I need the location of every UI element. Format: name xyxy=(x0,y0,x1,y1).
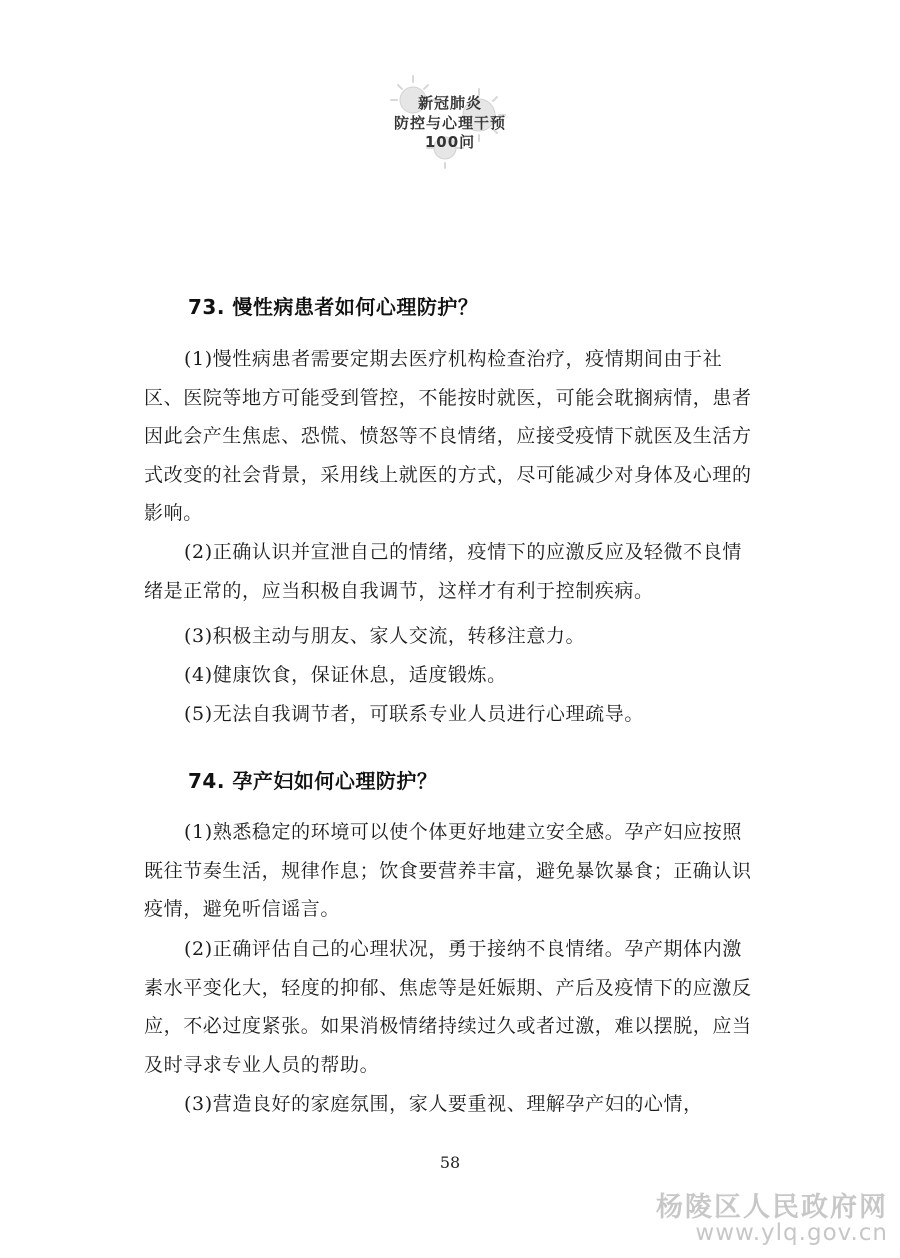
book-header-logo xyxy=(375,70,525,170)
paragraph: (3)积极主动与朋友、家人交流，转移注意力。 xyxy=(184,625,586,647)
logo-line-2: 防控与心理干预 xyxy=(393,114,506,132)
logo-line-3: 100问 xyxy=(424,133,476,151)
paragraph: (5)无法自我调节者，可联系专业人员进行心理疏导。 xyxy=(184,703,644,725)
logo-line-1: 新冠肺炎 xyxy=(417,94,482,112)
watermark-site-name: 杨陵区人民政府网 xyxy=(656,1192,888,1223)
page-number: 58 xyxy=(439,1153,461,1172)
paragraph: (1)熟悉稳定的环境可以使个体更好地建立安全感。孕产妇应按照既往节奏生活，规律作息；饮食要营养丰富，避免暴饮暴食；正确认识疫情，避免听信谣言。 xyxy=(144,821,752,920)
section-title-74: 74. 孕产妇如何心理防护？ xyxy=(188,769,438,793)
paragraph: (1)慢性病患者需要定期去医疗机构检查治疗，疫情期间由于社区、医院等地方可能受到管控，不能按时就医，可能会耽搁病情，患者因此会产生焦虑、恐慌、愤怒等不良情绪，应接受疫情下就医及生活方式改变的社会背景，采用线上就医的方式，尽可能减少对身体及心理的影响。 xyxy=(144,348,752,524)
paragraph: (2)正确认识并宣泄自己的情绪，疫情下的应激反应及轻微不良情绪是正常的，应当积极自我调节，这样才有利于控制疾病。 xyxy=(144,541,742,602)
watermark-url: www.ylq.gov.cn xyxy=(695,1220,888,1246)
section-title-73: 73. 慢性病患者如何心理防护？ xyxy=(188,295,479,319)
paragraph: (4)健康饮食，保证休息，适度锻炼。 xyxy=(184,664,507,686)
paragraph: (3)营造良好的家庭氛围，家人要重视、理解孕产妇的心情， xyxy=(184,1093,703,1115)
paragraph: (2)正确评估自己的心理状况，勇于接纳不良情绪。孕产期体内激素水平变化大，轻度的抑郁、焦虑等是妊娠期、产后及疫情下的应激反应，不必过度紧张。如果消极情绪持续过久或者过激，难以摆脱，应当及时寻求专业人员的帮助。 xyxy=(144,938,752,1076)
